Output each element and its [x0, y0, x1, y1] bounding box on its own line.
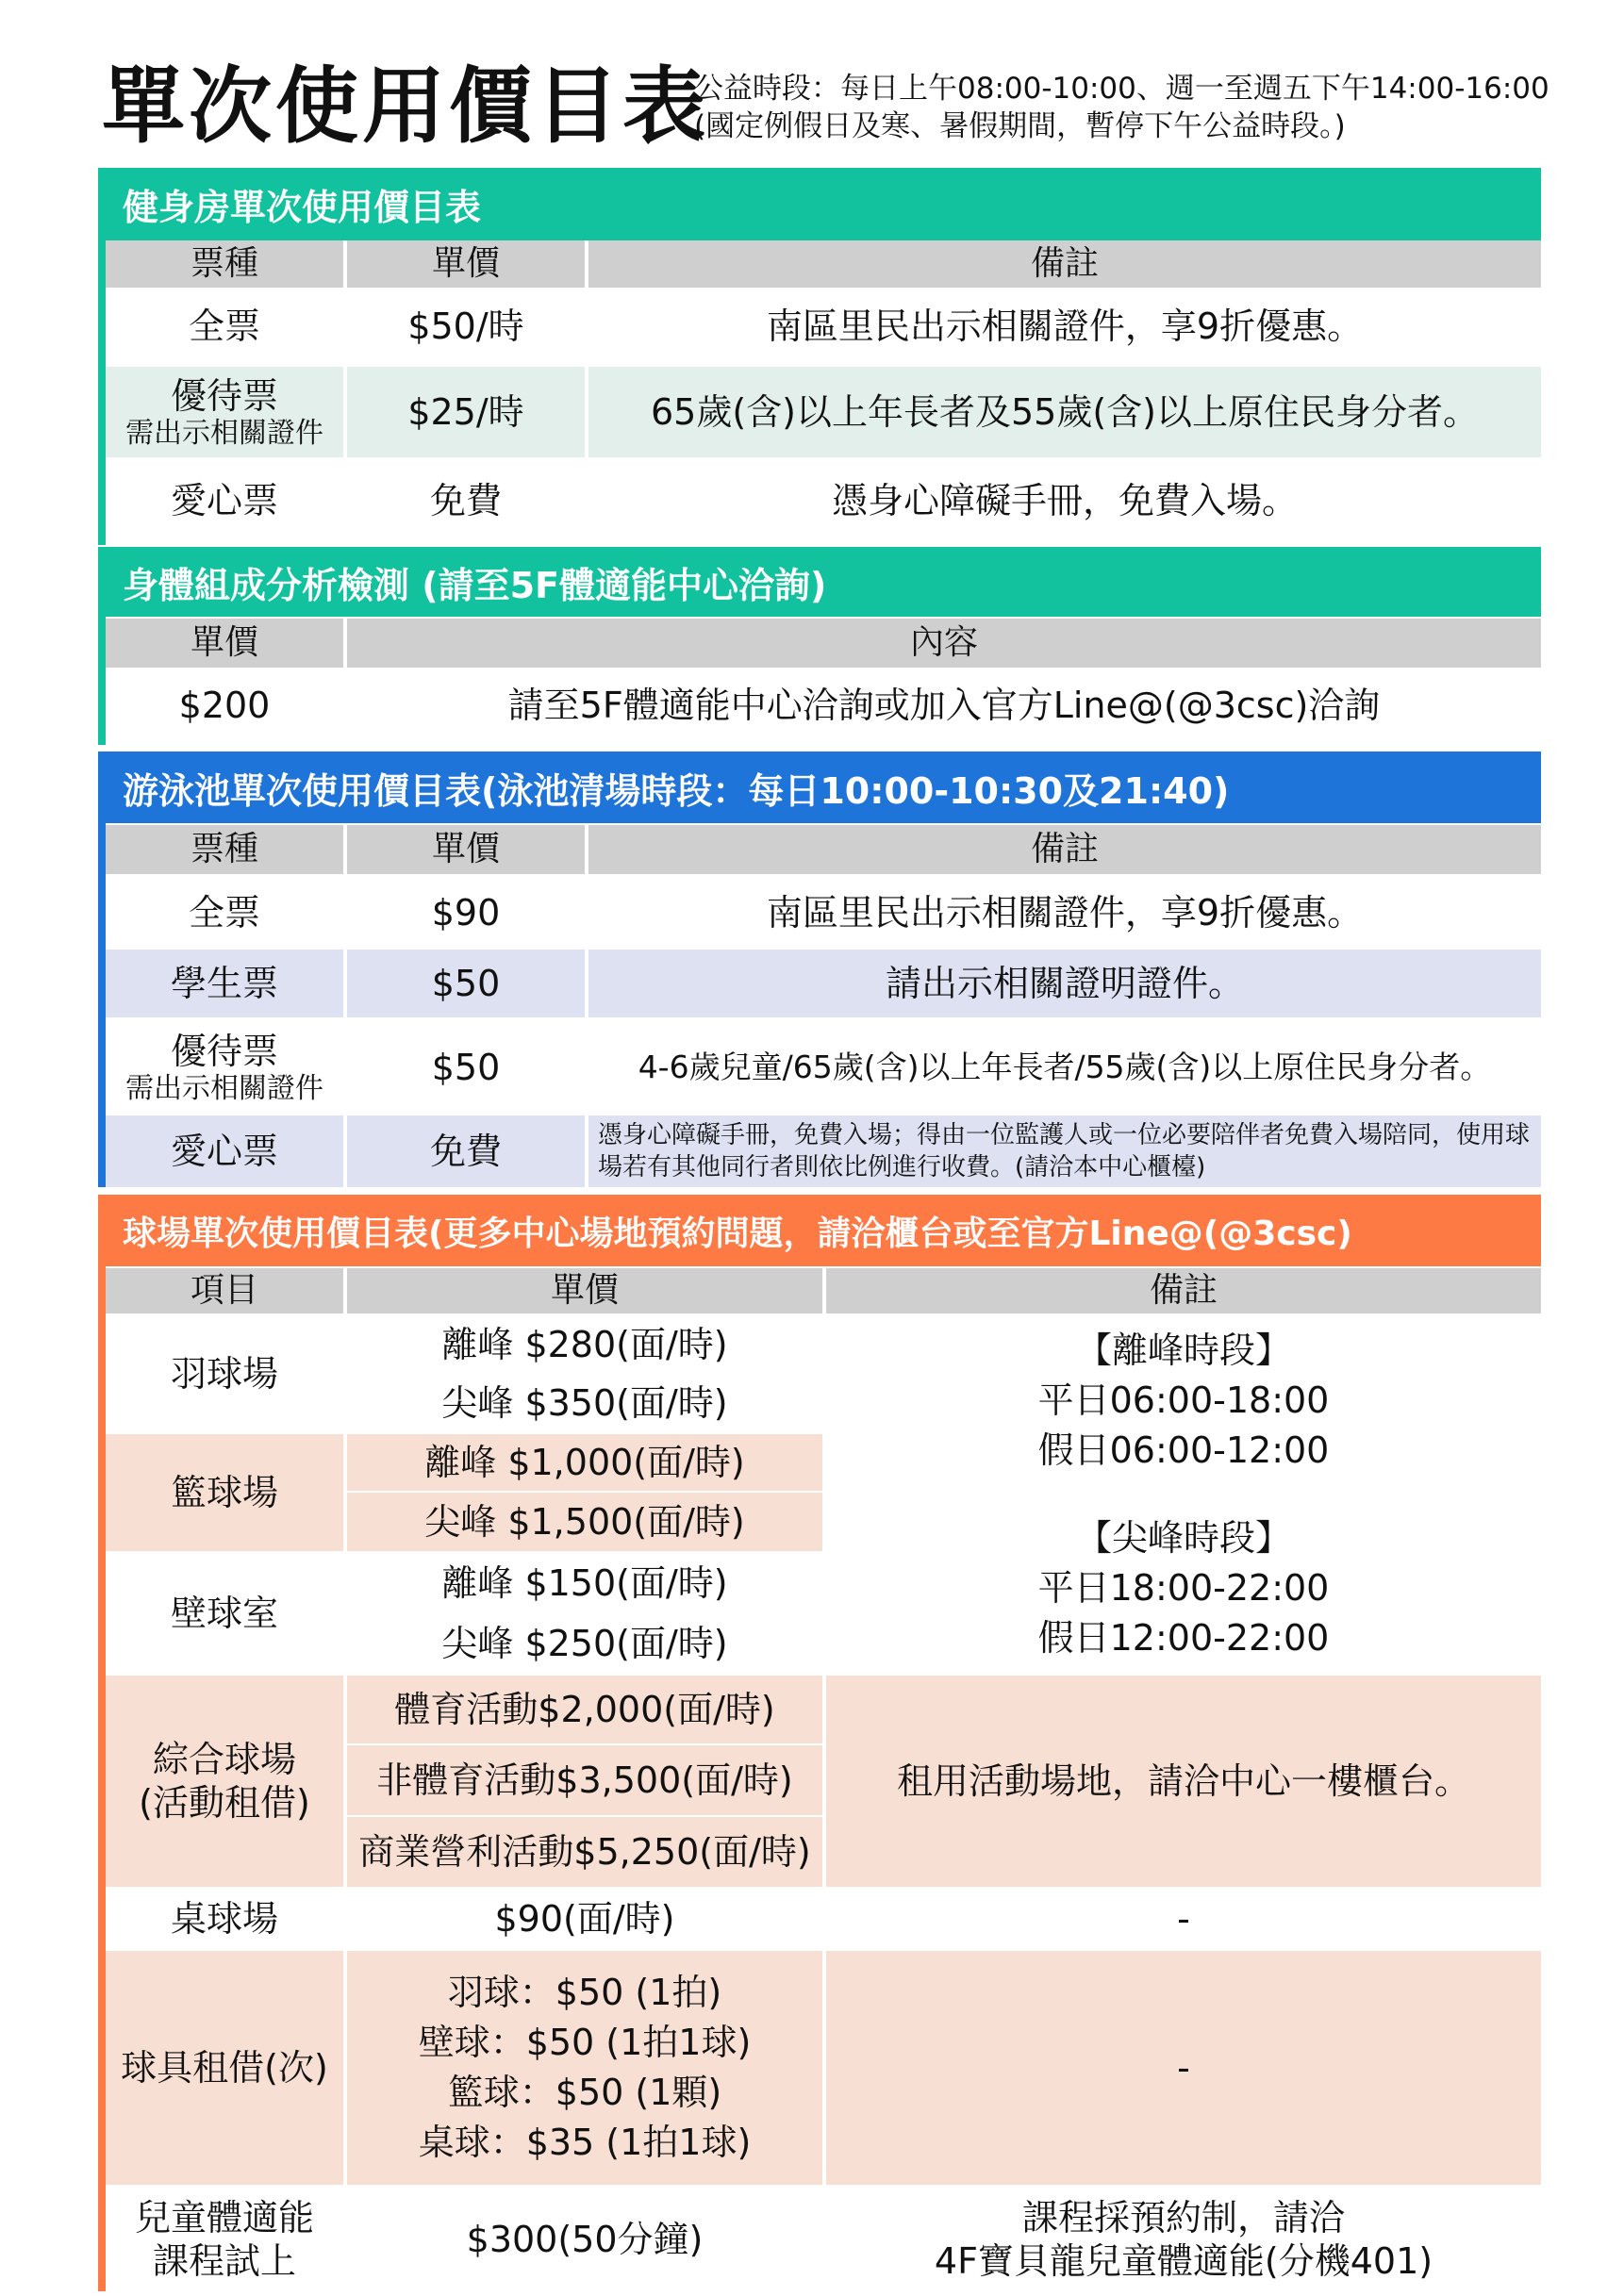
page-title: 單次使用價目表 — [102, 58, 710, 155]
header-price: 單價 — [106, 619, 343, 668]
ticket-type: 愛心票 — [170, 480, 278, 521]
ticket-note: 憑身心障礙手冊，免費入場；得由一位監護人或一位必要陪伴者免費入場陪同，使用球場若有其他同行者則依比例進行收費。(請洽本中心櫃檯) — [588, 1115, 1541, 1187]
equipment-rental-note: - — [826, 1951, 1541, 2185]
header-note: 備註 — [826, 1268, 1541, 1313]
court-badminton-peak-price: 尖峰 $350(面/時) — [441, 1382, 728, 1424]
kids-fitness-note — [826, 2187, 1541, 2291]
header-content: 內容 — [347, 619, 1541, 668]
court-badminton-name: 羽球場 — [170, 1353, 278, 1395]
equipment-rental-name: 球具租借(次) — [106, 1951, 343, 2185]
court-section-title: 球場單次使用價目表(更多中心場地預約問題，請洽櫃台或至官方Line@(@3csc) — [98, 1195, 1541, 1266]
court-basketball-name: 籃球場 — [106, 1434, 343, 1551]
gym-edge — [98, 240, 106, 545]
peak-title: 【尖峰時段】 — [1075, 1517, 1291, 1559]
court-squash-name: 壁球室 — [170, 1593, 278, 1634]
header-note: 備註 — [588, 240, 1541, 288]
equipment-rental-prices — [347, 1951, 822, 2185]
header-price: 單價 — [347, 240, 585, 288]
table-header-row — [106, 619, 1541, 668]
court-squash-offpeak-price: 離峰 $150(面/時) — [441, 1562, 728, 1604]
multipurpose-sports-price: 體育活動$2,000(面/時) — [347, 1676, 822, 1743]
ticket-price: $25/時 — [347, 367, 585, 457]
ticket-note: 南區里民出示相關證件，享9折優惠。 — [766, 892, 1364, 933]
equipment-table-tennis-price: 桌球：$35 (1拍1球) — [418, 2122, 752, 2163]
ticket-note: 65歲(含)以上年長者及55歲(含)以上原住民身分者。 — [588, 367, 1541, 457]
header-item: 項目 — [106, 1268, 343, 1313]
ticket-type: 愛心票 — [106, 1115, 343, 1187]
multipurpose-nonsports-price: 非體育活動$3,500(面/時) — [347, 1745, 822, 1815]
kids-fitness-name — [106, 2187, 343, 2291]
ticket-type-name: 優待票 — [170, 375, 278, 417]
header-price: 單價 — [347, 1268, 822, 1313]
table-row — [106, 1115, 1541, 1187]
pool-section-title: 游泳池單次使用價目表(泳池清場時段：每日10:00-10:30及21:40) — [98, 752, 1541, 823]
header-ticket-type: 票種 — [106, 825, 343, 874]
peak-hours-note — [826, 1315, 1541, 1674]
kids-fitness-price: $300(50分鐘) — [466, 2218, 704, 2260]
table-row — [106, 459, 1541, 542]
ticket-price: $50 — [347, 950, 585, 1017]
ticket-type: 全票 — [188, 306, 260, 347]
ticket-type-requirement: 需出示相關證件 — [125, 1072, 323, 1105]
body-composition-section — [98, 547, 1541, 745]
ticket-note: 4-6歲兒童/65歲(含)以上年長者/55歲(含)以上原住民身分者。 — [638, 1049, 1492, 1085]
table-row — [106, 1019, 1541, 1115]
court-section — [98, 1195, 1541, 2291]
pool-section — [98, 752, 1541, 1187]
table-row — [106, 288, 1541, 365]
body-composition-edge — [98, 617, 106, 745]
table-header-row — [106, 825, 1541, 874]
court-squash-peak-price: 尖峰 $250(面/時) — [441, 1623, 728, 1664]
ticket-price: $50/時 — [407, 306, 524, 347]
table-tennis-price: $90(面/時) — [494, 1898, 675, 1940]
table-row — [106, 876, 1541, 950]
ticket-note: 憑身心障礙手冊，免費入場。 — [831, 480, 1298, 521]
multipurpose-name-line1: 綜合球場 — [152, 1739, 296, 1780]
kids-fitness-name-line2: 課程試上 — [152, 2239, 296, 2282]
table-header-row — [106, 1268, 1541, 1313]
court-badminton-offpeak-price: 離峰 $280(面/時) — [441, 1324, 728, 1365]
court-edge — [98, 1266, 106, 2291]
header-price: 單價 — [347, 825, 585, 874]
gym-section — [98, 168, 1541, 545]
court-multipurpose-name — [106, 1676, 343, 1887]
offpeak-title: 【離峰時段】 — [1075, 1330, 1291, 1371]
ticket-price: $50 — [431, 1047, 501, 1088]
ticket-price: 免費 — [429, 480, 502, 521]
table-header-row — [106, 240, 1541, 288]
peak-weekday: 平日18:00-22:00 — [1037, 1567, 1330, 1609]
content: 請至5F體適能中心洽詢或加入官方Line@(@3csc)洽詢 — [507, 685, 1381, 726]
table-row — [106, 950, 1541, 1017]
offpeak-holiday: 假日06:00-12:00 — [1037, 1429, 1330, 1471]
table-row — [106, 367, 1541, 457]
multipurpose-commercial-price: 商業營利活動$5,250(面/時) — [347, 1817, 822, 1887]
public-hours-notice — [694, 70, 1549, 145]
ticket-type: 學生票 — [106, 950, 343, 1017]
ticket-type-name: 優待票 — [170, 1031, 278, 1072]
ticket-price: $90 — [431, 892, 501, 933]
header-ticket-type: 票種 — [106, 240, 343, 288]
multipurpose-name-line2: (活動租借) — [139, 1782, 310, 1824]
page-header — [102, 55, 1554, 158]
multipurpose-note: 租用活動場地，請洽中心一樓櫃台。 — [826, 1676, 1541, 1887]
body-composition-title: 身體組成分析檢測 (請至5F體適能中心洽詢) — [98, 547, 1541, 617]
equipment-squash-price: 壁球：$50 (1拍1球) — [418, 2022, 752, 2063]
kids-fitness-name-line1: 兒童體適能 — [134, 2196, 314, 2238]
kids-fitness-note-line1: 課程採預約制，請洽 — [1021, 2196, 1345, 2238]
offpeak-weekday: 平日06:00-18:00 — [1037, 1379, 1330, 1421]
court-basketball-offpeak-price: 離峰 $1,000(面/時) — [347, 1434, 822, 1491]
price: $200 — [178, 685, 271, 726]
court-basketball-peak-price: 尖峰 $1,500(面/時) — [347, 1493, 822, 1551]
table-row — [106, 669, 1541, 741]
ticket-note: 請出示相關證明證件。 — [588, 950, 1541, 1017]
ticket-type-requirement: 需出示相關證件 — [125, 417, 323, 450]
equipment-badminton-price: 羽球：$50 (1拍) — [447, 1972, 722, 2013]
ticket-type: 全票 — [188, 892, 260, 933]
ticket-type — [106, 1019, 343, 1115]
court-table-tennis-name: 桌球場 — [170, 1898, 278, 1940]
ticket-type — [106, 367, 343, 457]
kids-fitness-note-line2: 4F寶貝龍兒童體適能(分機401) — [934, 2239, 1433, 2282]
peak-holiday: 假日12:00-22:00 — [1037, 1617, 1330, 1659]
notice-line-2: (國定例假日及寒、暑假期間，暫停下午公益時段。) — [694, 109, 1346, 143]
gym-section-title: 健身房單次使用價目表 — [98, 168, 1541, 240]
notice-line-1: 公益時段：每日上午08:00-10:00、週一至週五下午14:00-16:00 — [694, 72, 1549, 106]
ticket-price: 免費 — [347, 1115, 585, 1187]
equipment-basketball-price: 籃球：$50 (1顆) — [447, 2072, 722, 2113]
pool-edge — [98, 823, 106, 1187]
ticket-note: 南區里民出示相關證件，享9折優惠。 — [766, 306, 1364, 347]
table-tennis-note: - — [1177, 1898, 1190, 1940]
header-note: 備註 — [588, 825, 1541, 874]
